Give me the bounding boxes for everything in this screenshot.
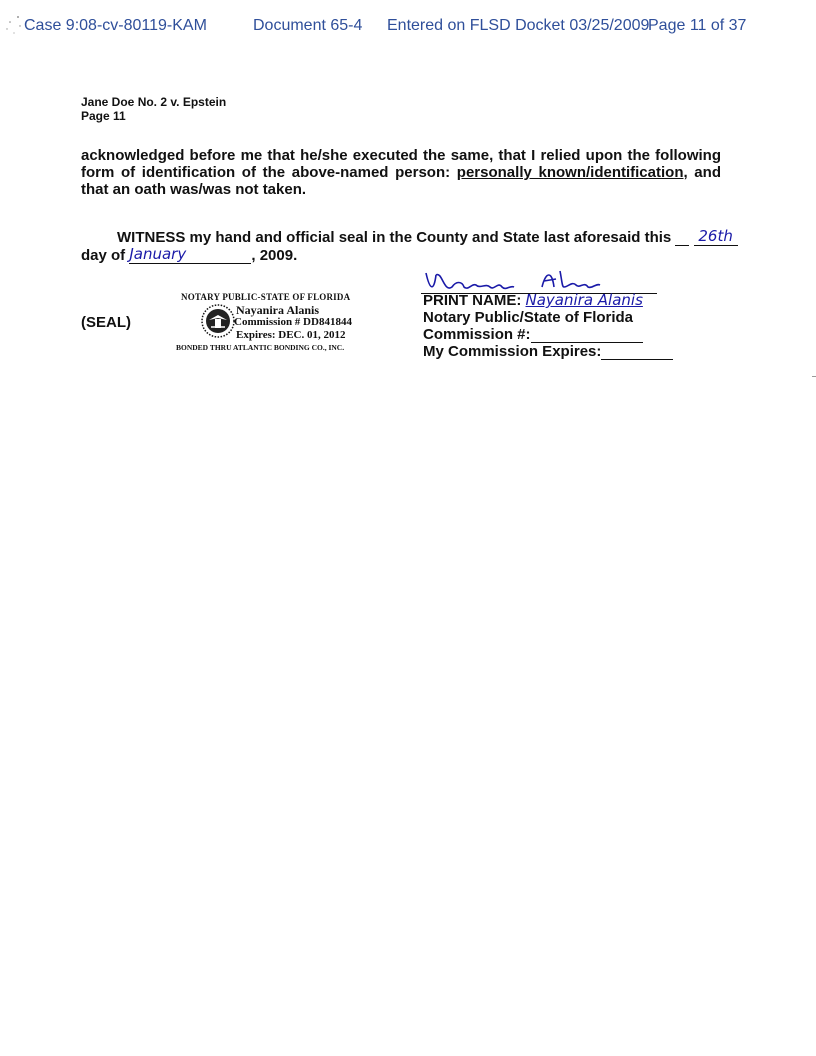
identification-form: personally known/identification bbox=[456, 164, 684, 181]
print-name-value: Nayanira Alanis bbox=[525, 291, 643, 309]
docket-entered-date: Entered on FLSD Docket 03/25/2009 bbox=[387, 17, 650, 34]
seal-label: (SEAL) bbox=[81, 314, 131, 331]
margin-mark bbox=[812, 376, 816, 377]
para-text-start: acknowledged before me that he/she executed the same, that I relied upon the following form of identification of the above-named person: bbox=[81, 147, 721, 181]
docket-case-number: Case 9:08-cv-80119-KAM bbox=[24, 17, 207, 34]
print-name-label: PRINT NAME: bbox=[423, 292, 522, 309]
stamp-bonding-company: BONDED THRU ATLANTIC BONDING CO., INC. bbox=[176, 343, 345, 352]
docket-document-number: Document 65-4 bbox=[253, 17, 363, 34]
month-filled: January bbox=[129, 246, 251, 264]
case-caption: Jane Doe No. 2 v. Epstein bbox=[81, 95, 227, 109]
expires-label: My Commission Expires: bbox=[423, 343, 602, 360]
stamp-notary-name: Nayanira Alanis bbox=[236, 303, 320, 317]
stamp-expiration: Expires: DEC. 01, 2012 bbox=[236, 329, 346, 341]
para-text-end: , and that an oath was/was not taken. bbox=[81, 164, 721, 198]
expires-blank bbox=[601, 359, 673, 360]
page-label: Page 11 bbox=[81, 109, 126, 123]
notary-seal-icon bbox=[200, 303, 236, 339]
commission-label: Commission #: bbox=[423, 326, 531, 343]
stamp-title: NOTARY PUBLIC-STATE OF FLORIDA bbox=[181, 292, 351, 302]
stamp-commission-number: Commission # DD841844 bbox=[234, 316, 352, 328]
witness-clause bbox=[81, 228, 741, 264]
signature-block bbox=[423, 292, 673, 360]
docket-page-count: Page 11 of 37 bbox=[648, 17, 747, 34]
running-header bbox=[81, 95, 226, 123]
scan-speckle bbox=[4, 14, 24, 48]
witness-text: WITNESS my hand and official seal in the County and State last aforesaid this bbox=[117, 229, 672, 246]
day-filled: 26th bbox=[694, 228, 738, 246]
year-text: , 2009. bbox=[251, 247, 298, 264]
day-of-label: day of bbox=[81, 247, 126, 264]
acknowledgment-paragraph bbox=[81, 147, 721, 198]
notary-title: Notary Public/State of Florida bbox=[423, 309, 634, 326]
